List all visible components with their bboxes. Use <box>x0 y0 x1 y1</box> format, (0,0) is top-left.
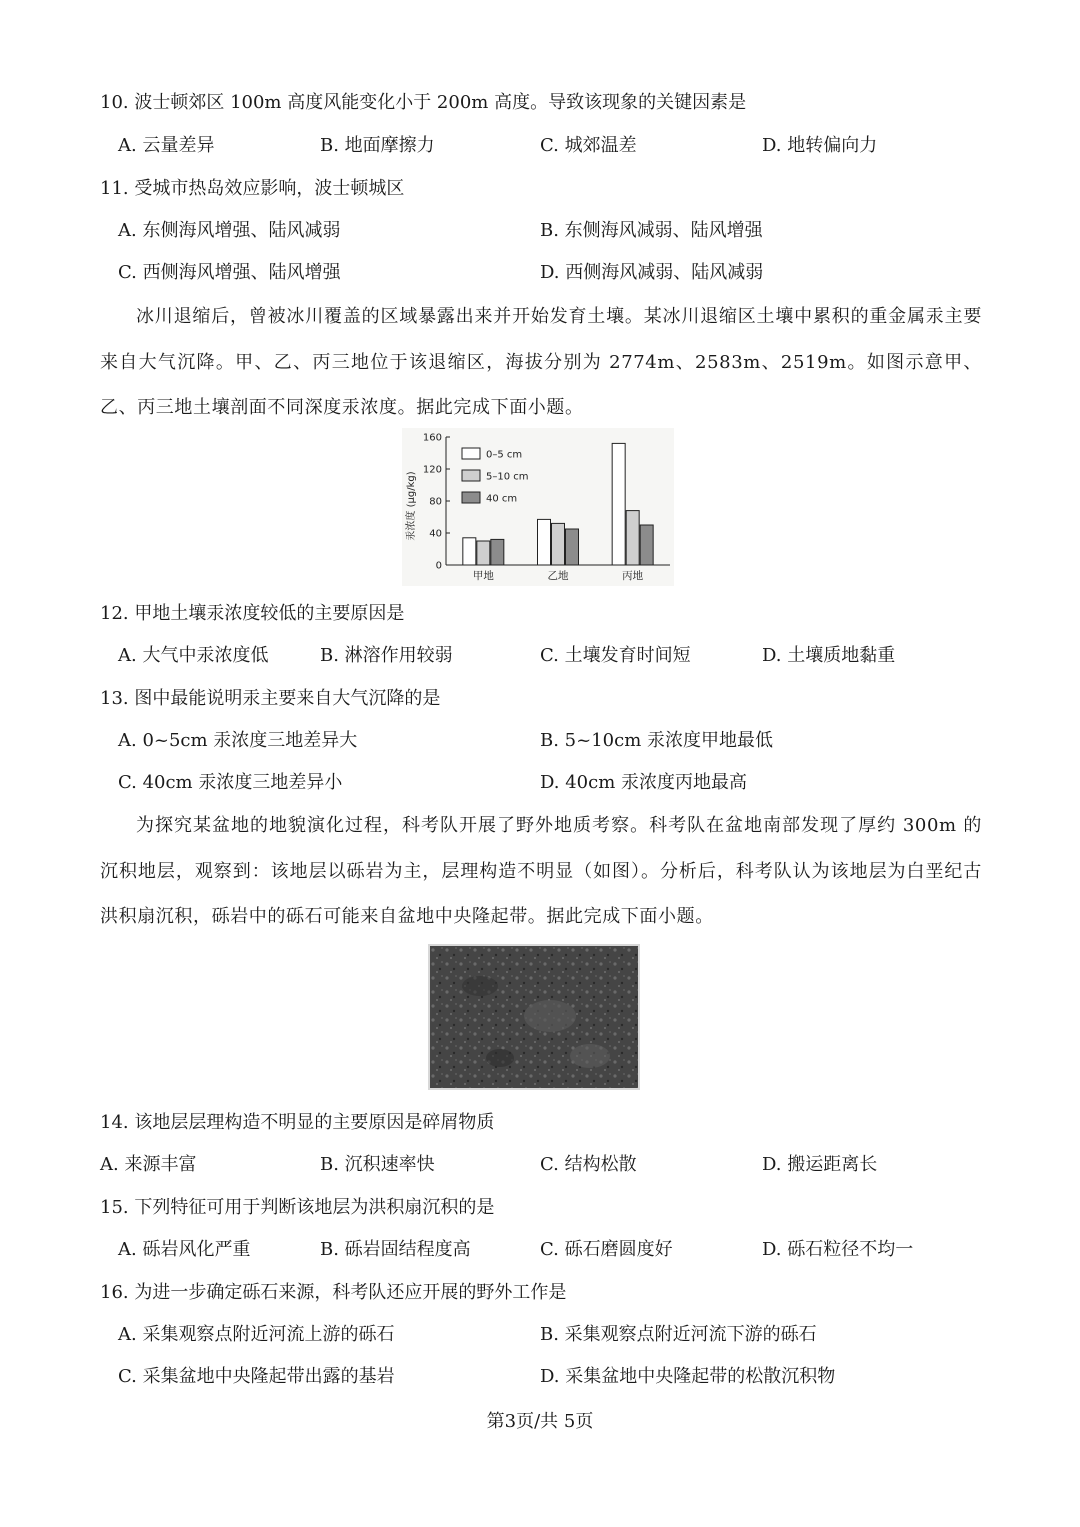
q15-stem: 15. 下列特征可用于判断该地层为洪积扇沉积的是 <box>100 1197 495 1218</box>
q11-option-b: B. 东侧海风减弱、陆风增强 <box>540 220 763 241</box>
q11-stem: 11. 受城市热岛效应影响，波士顿城区 <box>100 178 405 199</box>
q13-option-c: C. 40cm 汞浓度三地差异小 <box>118 772 343 793</box>
q13-option-b: B. 5~10cm 汞浓度甲地最低 <box>540 730 773 751</box>
q12-option-b: B. 淋溶作用较弱 <box>320 645 453 666</box>
q11-option-c: C. 西侧海风增强、陆风增强 <box>118 262 341 283</box>
x-tick-label: 乙地 <box>547 570 569 582</box>
legend-label-2: 40 cm <box>486 493 518 505</box>
bar-1-1 <box>552 523 565 565</box>
q14-option-d: D. 搬运距离长 <box>762 1154 878 1175</box>
q15-option-c: C. 砾石磨圆度好 <box>540 1239 673 1260</box>
q16-option-d: D. 采集盆地中央隆起带的松散沉积物 <box>540 1366 836 1387</box>
bar-1-0 <box>538 519 551 565</box>
y-tick-label: 160 <box>422 432 442 444</box>
y-tick-label: 120 <box>422 464 442 476</box>
q15-option-b: B. 砾岩固结程度高 <box>320 1239 471 1260</box>
q11-option-a: A. 东侧海风增强、陆风减弱 <box>118 220 341 241</box>
passage-glacier: 冰川退缩后，曾被冰川覆盖的区域暴露出来并开始发育土壤。某冰川退缩区土壤中累积的重金属汞主要来自大气沉降。甲、乙、丙三地位于该退缩区，海拔分别为 2774m、2583m、2519m。如图示意甲、乙、丙三地土壤剖面不同深度汞浓度。据此完成下面小题。 <box>100 306 982 418</box>
q12-option-d: D. 土壤质地黏重 <box>762 645 896 666</box>
q12-option-a: A. 大气中汞浓度低 <box>118 645 269 666</box>
q14-option-b: B. 沉积速率快 <box>320 1154 435 1175</box>
q15-option-a: A. 砾岩风化严重 <box>118 1239 251 1260</box>
q14-option-c: C. 结构松散 <box>540 1154 637 1175</box>
x-tick-label: 丙地 <box>622 570 644 582</box>
y-tick-label: 0 <box>435 560 442 572</box>
q12-option-c: C. 土壤发育时间短 <box>540 645 691 666</box>
bar-2-1 <box>626 511 639 565</box>
legend-swatch-2 <box>462 492 480 503</box>
q13-option-a: A. 0~5cm 汞浓度三地差异大 <box>118 730 358 751</box>
q13-stem: 13. 图中最能说明汞主要来自大气沉降的是 <box>100 688 441 709</box>
bar-0-0 <box>463 538 476 565</box>
bar-2-2 <box>640 525 653 565</box>
legend-label-0: 0–5 cm <box>486 449 523 461</box>
q15-option-d: D. 砾石粒径不均一 <box>762 1239 914 1260</box>
q16-stem: 16. 为进一步确定砾石来源，科考队还应开展的野外工作是 <box>100 1282 567 1303</box>
q16-option-c: C. 采集盆地中央隆起带出露的基岩 <box>118 1366 395 1387</box>
y-tick-label: 80 <box>429 496 442 508</box>
y-axis-label: 汞浓度 (μg/kg) <box>406 471 417 541</box>
page-footer: 第3页/共 5页 <box>486 1411 594 1432</box>
q11-option-d: D. 西侧海风减弱、陆风减弱 <box>540 262 764 283</box>
q16-option-b: B. 采集观察点附近河流下游的砾石 <box>540 1324 817 1345</box>
q10-option-c: C. 城郊温差 <box>540 135 637 156</box>
legend-swatch-1 <box>462 470 480 481</box>
mercury-concentration-chart <box>402 428 674 586</box>
q10-option-a: A. 云量差异 <box>118 135 215 156</box>
q12-stem: 12. 甲地土壤汞浓度较低的主要原因是 <box>100 603 405 624</box>
q16-option-a: A. 采集观察点附近河流上游的砾石 <box>118 1324 395 1345</box>
q10-option-d: D. 地转偏向力 <box>762 135 878 156</box>
q13-option-d: D. 40cm 汞浓度丙地最高 <box>540 772 748 793</box>
q14-stem: 14. 该地层层理构造不明显的主要原因是碎屑物质 <box>100 1112 495 1133</box>
q14-option-a: A. 来源丰富 <box>100 1154 197 1175</box>
legend-swatch-0 <box>462 448 480 459</box>
q10-option-b: B. 地面摩擦力 <box>320 135 435 156</box>
bar-1-2 <box>566 529 579 565</box>
conglomerate-photo <box>428 944 640 1090</box>
passage-basin: 为探究某盆地的地貌演化过程，科考队开展了野外地质考察。科考队在盆地南部发现了厚约 300m 的沉积地层，观察到：该地层以砾岩为主，层理构造不明显（如图）。分析后，科考队认为该地层为白垩纪古洪积扇沉积，砾岩中的砾石可能来自盆地中央隆起带。据此完成下面小题。 <box>100 815 982 927</box>
y-tick-label: 40 <box>429 528 442 540</box>
q10-stem: 10. 波士顿郊区 100m 高度风能变化小于 200m 高度。导致该现象的关键因素是 <box>100 92 747 113</box>
bar-0-1 <box>477 541 490 565</box>
x-tick-label: 甲地 <box>472 570 494 582</box>
bar-2-0 <box>612 443 625 565</box>
legend-label-1: 5–10 cm <box>486 471 529 483</box>
bar-0-2 <box>491 539 504 565</box>
